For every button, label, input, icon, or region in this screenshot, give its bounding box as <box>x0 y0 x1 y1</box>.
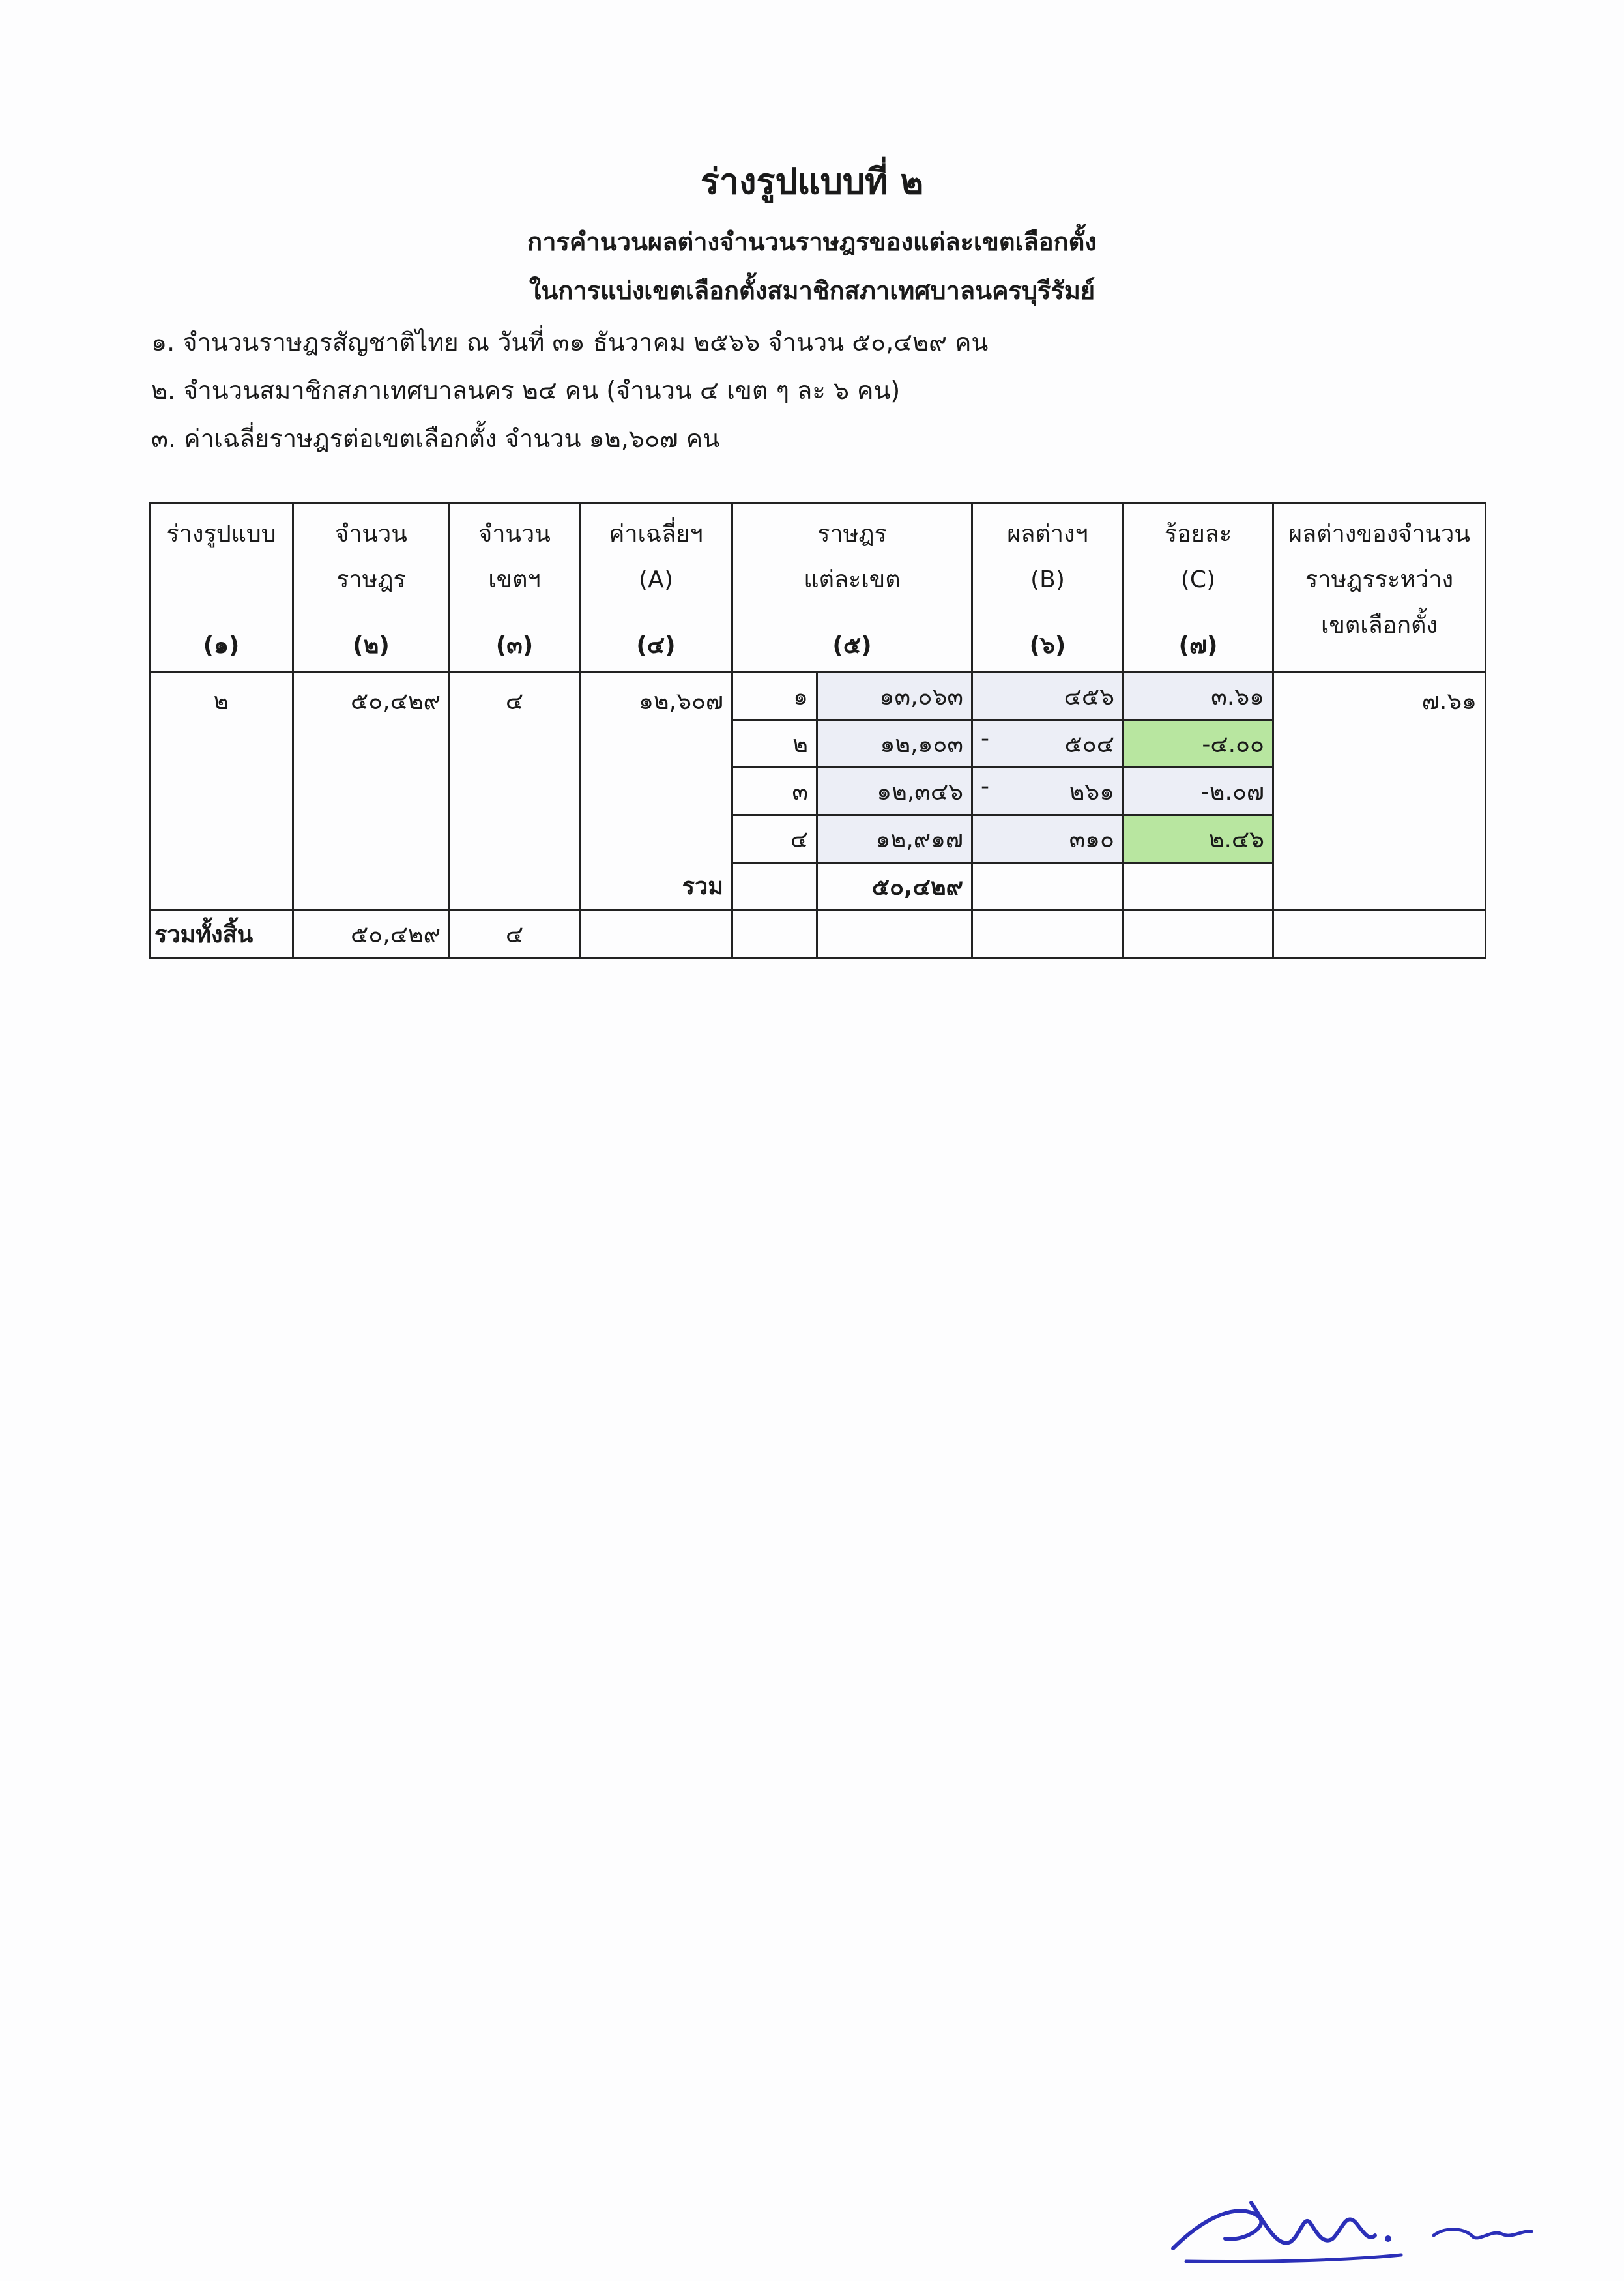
document-subtitle-1: การคำนวนผลต่างจำนวนราษฎรของแต่ละเขตเลือกตั้ง <box>527 227 1097 256</box>
sum-empty-cell <box>1124 863 1273 910</box>
header-pattern: ร่างรูปแบบ (๑) <box>150 503 293 673</box>
header-average: ค่าเฉลี่ยฯ (A) (๔) <box>580 503 732 673</box>
cell-difference: - ๒๖๑ <box>972 768 1124 815</box>
total-label: รวมทั้งสิ้น <box>150 910 293 958</box>
sum-empty-cell <box>732 863 817 910</box>
total-empty-cell <box>1124 910 1273 958</box>
total-empty-cell <box>1273 910 1486 958</box>
signature-underline <box>1186 2255 1401 2262</box>
cell-district-number: ๑ <box>732 673 817 720</box>
document-title: ร่างรูปแบบที่ ๒ <box>700 161 924 202</box>
header-district-population: ราษฎร แต่ละเขต (๕) <box>732 503 972 673</box>
info-line-3: ๓. ค่าเฉลี่ยราษฎรต่อเขตเลือกตั้ง จำนวน ๑๒,๖๐๗ คน <box>151 424 720 453</box>
total-empty-cell <box>732 910 817 958</box>
sum-value: ๕๐,๔๒๙ <box>817 863 972 910</box>
total-empty-cell <box>580 910 732 958</box>
header-range-difference: ผลต่างของจำนวน ราษฎรระหว่าง เขตเลือกตั้ง <box>1273 503 1486 673</box>
document-subtitle-2: ในการแบ่งเขตเลือกตั้งสมาชิกสภาเทศบาลนครบุรีรัมย์ <box>529 276 1095 305</box>
cell-district-number: ๓ <box>732 768 817 815</box>
total-districts: ๔ <box>450 910 580 958</box>
total-empty-cell <box>972 910 1124 958</box>
cell-district-number: ๒ <box>732 720 817 768</box>
signature-tail-stroke <box>1434 2230 1531 2238</box>
total-empty-cell <box>817 910 972 958</box>
district-calculation-table <box>149 502 1486 959</box>
signature-main-stroke <box>1173 2203 1375 2248</box>
sum-label: รวม <box>580 863 732 910</box>
cell-population: ๕๐,๔๒๙ <box>293 673 450 910</box>
cell-district-population: ๑๒,๑๐๓ <box>817 720 972 768</box>
cell-difference: - ๕๐๔ <box>972 720 1124 768</box>
cell-percent: -๔.๐๐ <box>1124 720 1273 768</box>
cell-range-difference: ๗.๖๑ <box>1273 673 1486 910</box>
cell-percent: -๒.๐๗ <box>1124 768 1273 815</box>
total-population: ๕๐,๔๒๙ <box>293 910 450 958</box>
table-row <box>150 673 1486 720</box>
handwritten-signature <box>1167 2177 1558 2268</box>
cell-district-population: ๑๓,๐๖๓ <box>817 673 972 720</box>
info-line-2: ๒. จำนวนสมาชิกสภาเทศบาลนคร ๒๔ คน (จำนวน ๔ เขต ๆ ละ ๖ คน) <box>151 376 901 405</box>
info-line-1: ๑. จำนวนราษฎรสัญชาติไทย ณ วันที่ ๓๑ ธันวาคม ๒๕๖๖ จำนวน ๕๐,๔๒๙ คน <box>151 328 989 356</box>
sum-empty-cell <box>972 863 1124 910</box>
header-difference: ผลต่างฯ (B) (๖) <box>972 503 1124 673</box>
cell-percent: ๒.๔๖ <box>1124 815 1273 863</box>
cell-pattern: ๒ <box>150 673 293 910</box>
cell-district-population: ๑๒,๙๑๗ <box>817 815 972 863</box>
header-population: จำนวน ราษฎร (๒) <box>293 503 450 673</box>
table-header-row <box>150 503 1486 673</box>
header-percent: ร้อยละ (C) (๗) <box>1124 503 1273 673</box>
total-row <box>150 910 1486 958</box>
cell-average: ๑๒,๖๐๗ <box>580 673 732 863</box>
cell-difference: ๓๑๐ <box>972 815 1124 863</box>
signature-dot <box>1385 2235 1391 2242</box>
header-districts: จำนวน เขตฯ (๓) <box>450 503 580 673</box>
cell-difference: ๔๕๖ <box>972 673 1124 720</box>
cell-district-population: ๑๒,๓๔๖ <box>817 768 972 815</box>
cell-percent: ๓.๖๑ <box>1124 673 1273 720</box>
cell-district-number: ๔ <box>732 815 817 863</box>
cell-districts: ๔ <box>450 673 580 910</box>
